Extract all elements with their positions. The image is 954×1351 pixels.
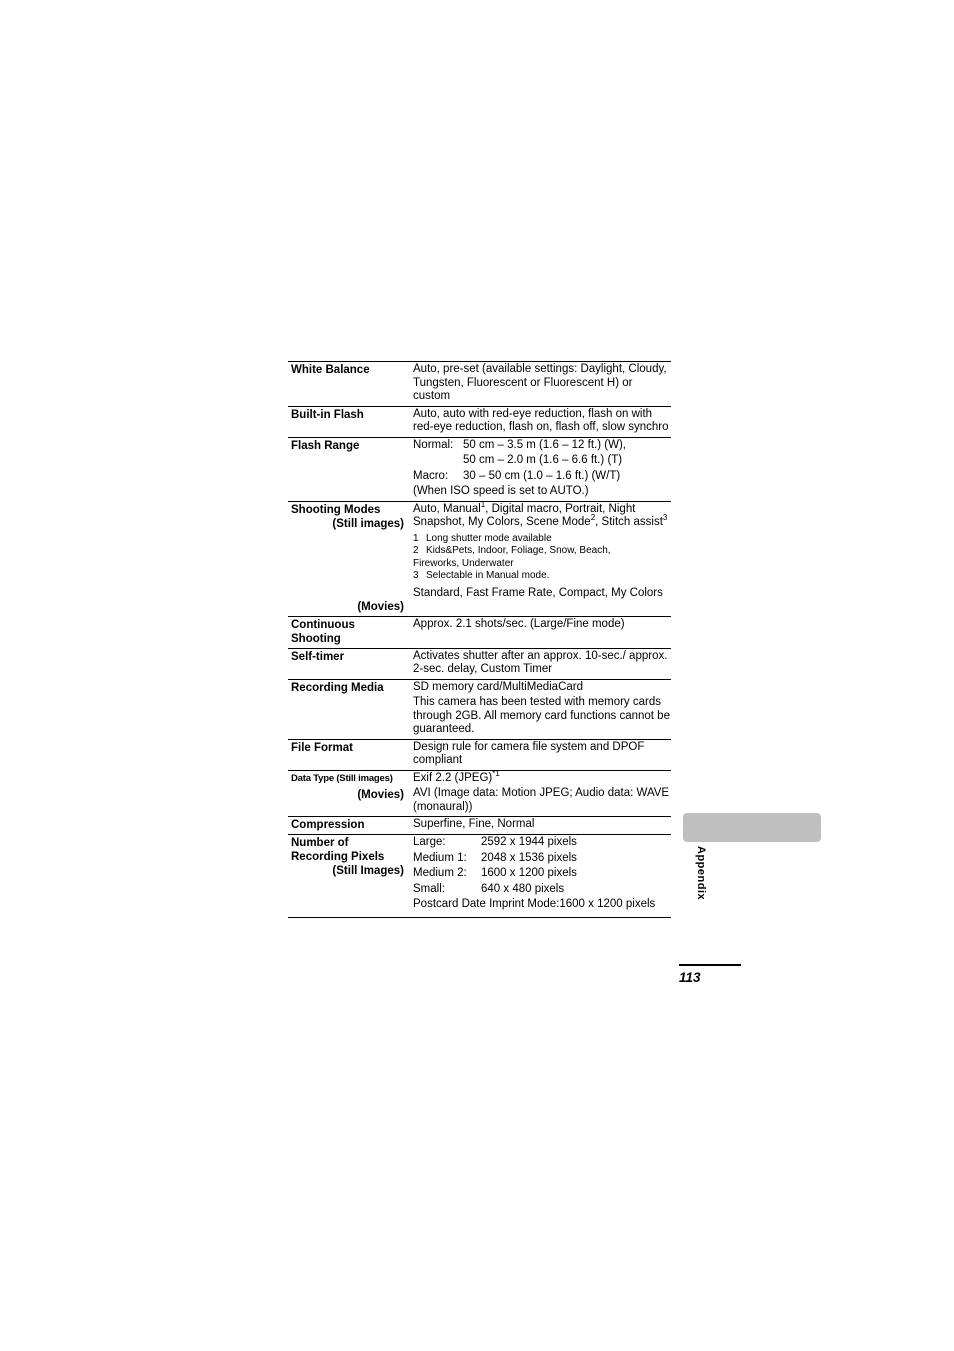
flash-normal-label: Normal: bbox=[413, 438, 454, 451]
flash-macro-label: Macro: bbox=[413, 469, 449, 482]
spec-label-group bbox=[288, 502, 410, 616]
flash-macro-line bbox=[413, 470, 671, 484]
shooting-movies-value: Standard, Fast Frame Rate, Compact, My Colors bbox=[413, 586, 663, 599]
footnote: 3 Selectable in Manual mode. bbox=[413, 570, 550, 581]
flash-note: (When ISO speed is set to AUTO.) bbox=[413, 485, 589, 497]
spec-value: Activates shutter after an approx. 10-sec./ approx. 2-sec. delay, Custom Timer bbox=[413, 649, 668, 675]
flash-normal-w: 50 cm – 3.5 m (1.6 – 12 ft.) (W), bbox=[463, 438, 626, 451]
spec-label: Recording Pixels bbox=[291, 851, 385, 863]
spec-label: Recording Media bbox=[291, 681, 384, 694]
spec-row-recording-pixels bbox=[288, 835, 671, 918]
spec-value: Approx. 2.1 shots/sec. (Large/Fine mode) bbox=[413, 617, 625, 630]
spec-label: Built-in Flash bbox=[291, 408, 364, 421]
media-value: SD memory card/MultiMediaCard bbox=[413, 680, 583, 693]
spec-row-flash-range bbox=[288, 438, 671, 502]
footnote: 1 Long shutter mode available bbox=[413, 532, 552, 544]
spec-row-white-balance bbox=[288, 362, 671, 407]
flash-normal-line bbox=[413, 439, 671, 453]
data-type-movies: AVI (Image data: Motion JPEG; Audio data: WAVE (monaural)) bbox=[413, 787, 670, 813]
spec-row-continuous bbox=[288, 617, 671, 649]
spec-label: File Format bbox=[291, 741, 353, 754]
spec-value bbox=[410, 438, 671, 501]
page-number: 113 bbox=[679, 970, 701, 985]
spec-value bbox=[410, 499, 671, 616]
spec-label: Continuous bbox=[291, 618, 355, 631]
spec-sublabel-movies: (Movies) bbox=[357, 788, 404, 801]
spec-value bbox=[410, 835, 671, 914]
spec-label: Shooting Modes bbox=[291, 503, 381, 516]
spec-row-data-type bbox=[288, 768, 671, 818]
spec-label-group bbox=[288, 835, 410, 914]
pixel-line: Large: 2592 x 1944 pixels bbox=[413, 836, 577, 848]
footnote: 2 Kids&Pets, Indoor, Foliage, Snow, Beach, bbox=[413, 545, 611, 556]
appendix-tab-label: Appendix bbox=[695, 846, 707, 901]
spec-value bbox=[410, 680, 671, 739]
shooting-modes-text: Auto, Manual$^1$, Digital macro, Portrait, Night Snapshot, My Colors, Scene Mode$^2$, Stitch assist$^3$ bbox=[413, 499, 668, 528]
spec-label: Shooting bbox=[291, 632, 341, 645]
spec-row-compression bbox=[288, 817, 671, 835]
spec-label: Flash Range bbox=[291, 439, 360, 452]
spec-value: Superfine, Fine, Normal bbox=[413, 818, 535, 830]
spec-label-group bbox=[288, 617, 410, 648]
flash-normal-t: 50 cm – 2.0 m (1.6 – 6.6 ft.) (T) bbox=[463, 454, 623, 466]
spec-row-self-timer bbox=[288, 649, 671, 680]
page-number-rule bbox=[679, 964, 741, 966]
footnote-continued: Fireworks, Underwater bbox=[413, 557, 514, 569]
spec-value: Auto, pre-set (available settings: Daylight, Cloudy, Tungsten, Fluorescent or Fluorescent H) or custom bbox=[413, 363, 667, 402]
spec-row-built-in-flash bbox=[288, 407, 671, 438]
spec-label-group bbox=[288, 771, 410, 817]
spec-label: White Balance bbox=[291, 364, 370, 376]
spec-sublabel: (Still images) bbox=[332, 517, 404, 530]
data-type-still: Exif 2.2 (JPEG)$^{*1}$ bbox=[413, 768, 500, 784]
pixel-line: Small: 640 x 480 pixels bbox=[413, 882, 565, 895]
pixel-line: Medium 1: 2048 x 1536 pixels bbox=[413, 851, 577, 864]
spec-row-file-format bbox=[288, 740, 671, 771]
pixel-line: Medium 2: 1600 x 1200 pixels bbox=[413, 867, 577, 879]
pixel-postcard: Postcard Date Imprint Mode:1600 x 1200 pixels bbox=[413, 898, 656, 910]
media-note: This camera has been tested with memory cards through 2GB. All memory card functions cannot be guaranteed. bbox=[413, 696, 670, 735]
spec-row-shooting-modes bbox=[288, 499, 671, 617]
spec-label: Compression bbox=[291, 819, 365, 831]
spec-value: Auto, auto with red-eye reduction, flash on with red-eye reduction, flash on, flash off, slow synchro bbox=[413, 407, 669, 433]
spec-sublabel-movies: (Movies) bbox=[357, 600, 404, 613]
appendix-tab bbox=[683, 813, 821, 842]
spec-sublabel: (Still Images) bbox=[332, 865, 404, 877]
spec-row-recording-media bbox=[288, 680, 671, 740]
spec-label: Data Type (Still images) bbox=[291, 772, 393, 784]
spec-value: Design rule for camera file system and DPOF compliant bbox=[413, 740, 645, 766]
spec-label: Self-timer bbox=[291, 650, 345, 663]
spec-value bbox=[410, 768, 671, 817]
spec-table bbox=[288, 361, 671, 918]
spec-label: Number of bbox=[291, 837, 349, 849]
flash-macro-value: 30 – 50 cm (1.0 – 1.6 ft.) (W/T) bbox=[463, 469, 621, 482]
flash-normal-t-line bbox=[413, 454, 671, 468]
